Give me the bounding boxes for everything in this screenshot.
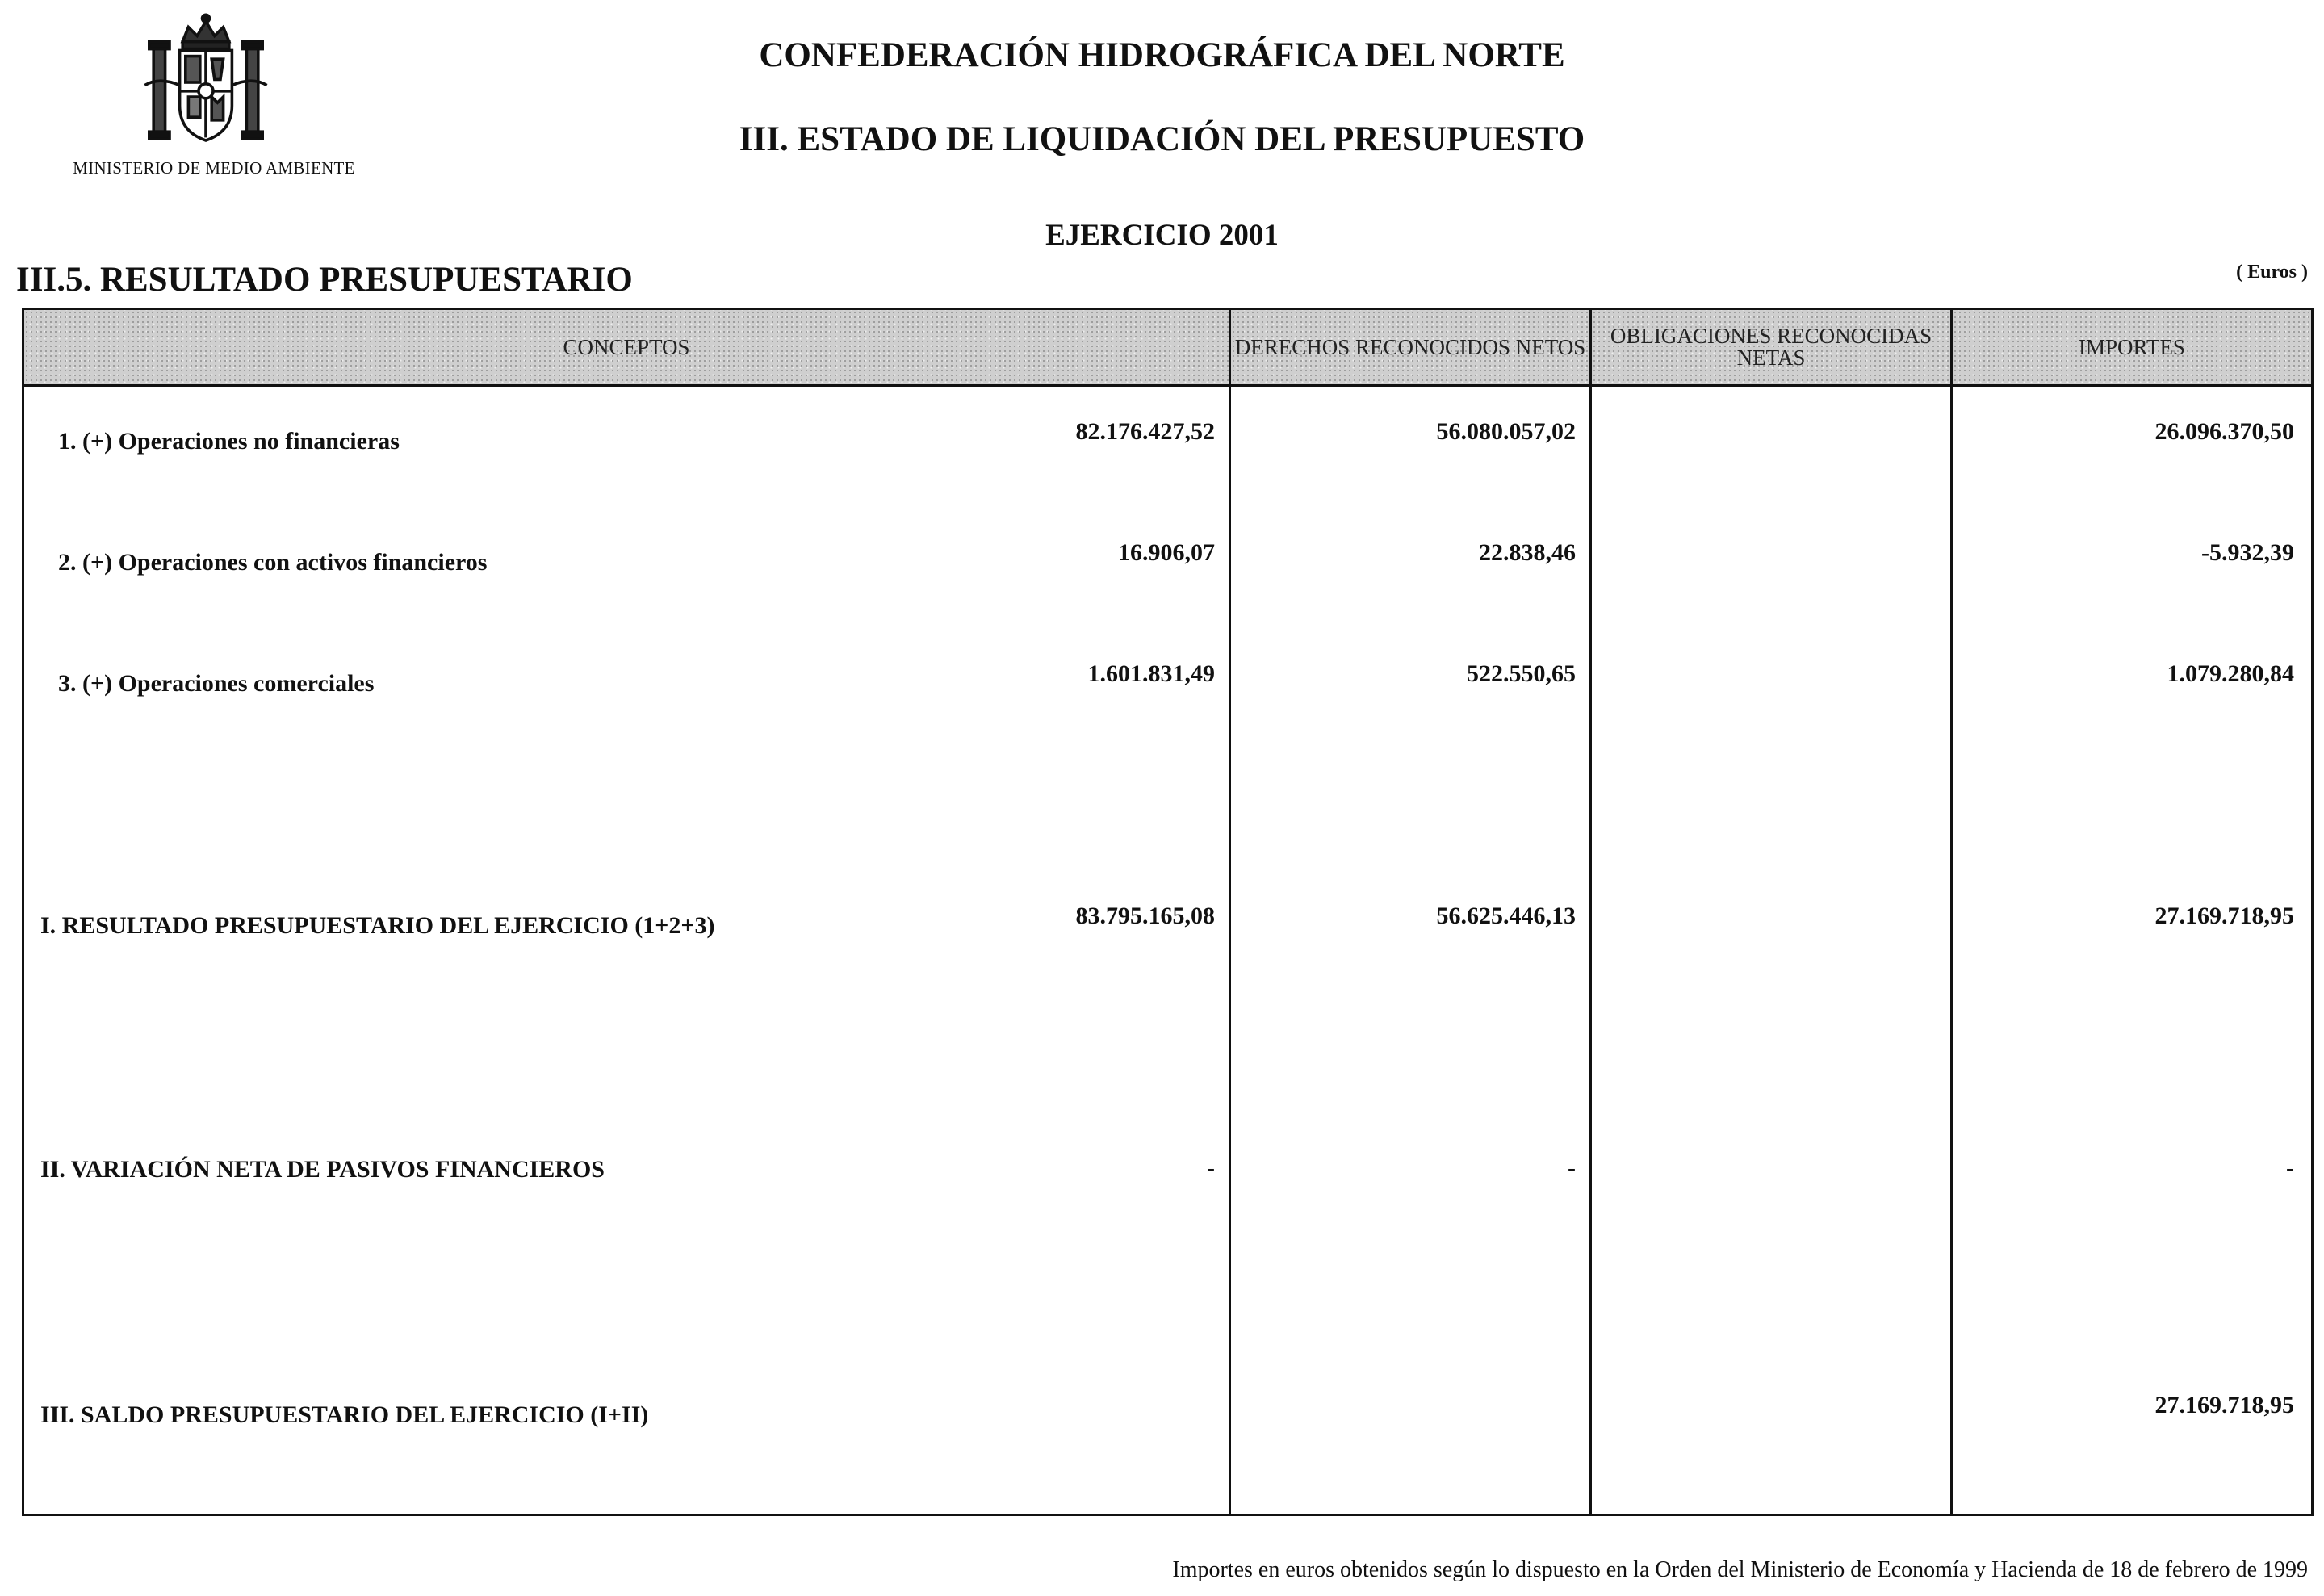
row-ii-derechos: - [1207, 1154, 1215, 1181]
row-2-concepto: 2. (+) Operaciones con activos financieros [58, 549, 488, 576]
row-ii-importes: - [2286, 1154, 2294, 1181]
page-subtitle: III.5. RESULTADO PRESUPUESTARIO [16, 261, 633, 299]
row-iii-concepto: III. SALDO PRESUPUESTARIO DEL EJERCICIO (I+II) [40, 1401, 649, 1428]
organization-title: CONFEDERACIÓN HIDROGRÁFICA DEL NORTE [759, 36, 1565, 74]
section-title: III. ESTADO DE LIQUIDACIÓN DEL PRESUPUESTO [739, 120, 1585, 158]
footnote: Importes en euros obtenidos según lo dispuesto en la Orden del Ministerio de Economía y Hacienda de 18 de febrero de 1999 [1172, 1557, 2308, 1582]
row-i-derechos: 83.795.165,08 [1075, 903, 1215, 929]
row-3-importes: 1.079.280,84 [2167, 660, 2294, 687]
header-importes: IMPORTES [1953, 310, 2311, 384]
row-iii-importes: 27.169.718,95 [2154, 1392, 2294, 1418]
column-divider [1950, 310, 1953, 1514]
column-divider [1229, 310, 1231, 1514]
units-label: ( Euros ) [2236, 262, 2308, 283]
row-i-obligaciones: 56.625.446,13 [1436, 903, 1576, 929]
row-2-derechos: 16.906,07 [1118, 539, 1215, 566]
row-3-derechos: 1.601.831,49 [1087, 660, 1215, 687]
row-1-derechos: 82.176.427,52 [1075, 418, 1215, 445]
ministry-label: MINISTERIO DE MEDIO AMBIENTE [73, 158, 355, 178]
row-i-concepto: I. RESULTADO PRESUPUESTARIO DEL EJERCICIO (1+2+3) [40, 912, 715, 939]
results-table [22, 308, 2314, 1516]
row-1-importes: 26.096.370,50 [2154, 418, 2294, 445]
header-obligaciones: OBLIGACIONES RECONOCIDAS NETAS [1592, 310, 1950, 384]
column-divider [1589, 310, 1592, 1514]
row-ii-obligaciones: - [1568, 1154, 1576, 1181]
row-3-obligaciones: 522.550,65 [1467, 660, 1576, 687]
header-conceptos: CONCEPTOS [24, 310, 1229, 384]
header-derechos: DERECHOS RECONOCIDOS NETOS [1231, 310, 1589, 384]
header-divider [24, 384, 2311, 387]
row-i-importes: 27.169.718,95 [2154, 903, 2294, 929]
row-1-concepto: 1. (+) Operaciones no financieras [58, 428, 400, 455]
row-2-obligaciones: 22.838,46 [1479, 539, 1576, 566]
row-3-concepto: 3. (+) Operaciones comerciales [58, 670, 375, 697]
row-ii-concepto: II. VARIACIÓN NETA DE PASIVOS FINANCIEROS [40, 1156, 605, 1183]
row-2-importes: -5.932,39 [2201, 539, 2294, 566]
fiscal-year: EJERCICIO 2001 [1045, 219, 1279, 252]
row-1-obligaciones: 56.080.057,02 [1436, 418, 1576, 445]
